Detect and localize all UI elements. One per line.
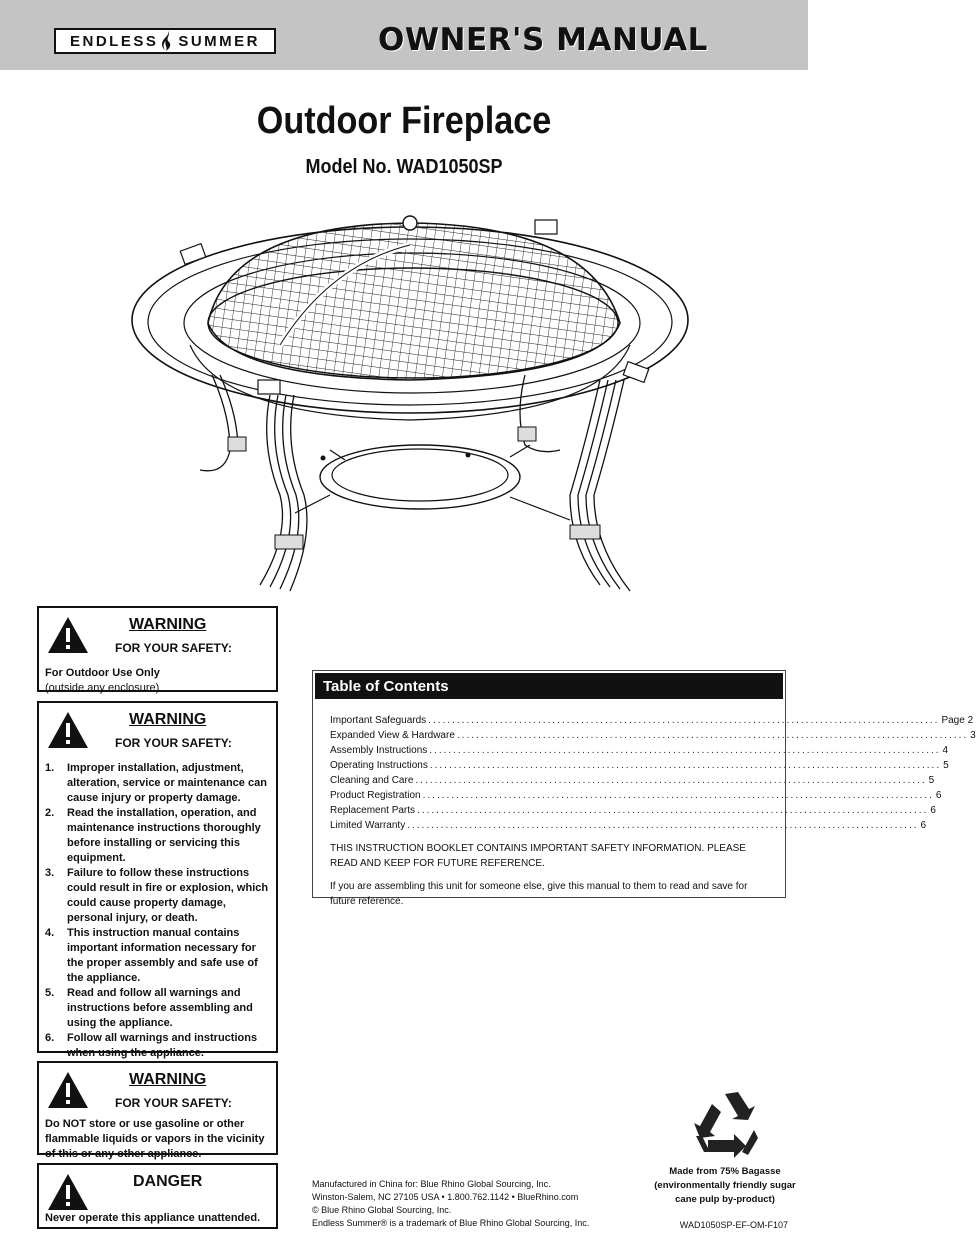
warning-installation xyxy=(37,701,278,1059)
warning-triangle-icon xyxy=(47,1071,89,1109)
fire-pit-illustration xyxy=(130,205,700,595)
brand-name-left: ENDLESS xyxy=(69,32,159,50)
warning-subtitle: FOR YOUR SAFETY: xyxy=(115,1096,232,1110)
warning-item: 5. Read and follow all warnings and instructions before assembling and using the appliance. xyxy=(45,987,253,1029)
danger-text: Never operate this appliance unattended. xyxy=(45,1212,261,1224)
recycle-icon xyxy=(688,1090,762,1162)
product-title: Outdoor Fireplace xyxy=(256,100,552,142)
toc-safety-notice: THIS INSTRUCTION BOOKLET CONTAINS IMPORTANT SAFETY INFORMATION. PLEASE READ AND KEEP FOR FUTURE REFERENCE. xyxy=(330,843,746,869)
table-of-contents xyxy=(312,670,976,907)
toc-entry: Expanded View & Hardware ........................................................................................................... 3 xyxy=(330,730,976,741)
warning-item: 6. Follow all warnings and instructions when using the appliance. xyxy=(45,1032,258,1059)
warning-triangle-icon xyxy=(47,616,89,654)
warning-triangle-icon xyxy=(47,1173,89,1211)
warning-title: WARNING xyxy=(129,1071,207,1088)
warning-detail: (outside any enclosure) xyxy=(45,682,160,694)
warning-subtitle: FOR YOUR SAFETY: xyxy=(115,641,232,655)
toc-entry: Product Registration ........................................................................................................... 6 xyxy=(330,790,942,801)
warning-item: 4. This instruction manual contains important information necessary for the proper assembly and safe use of the appliance. xyxy=(45,927,258,984)
warning-item: 1. Improper installation, adjustment, alteration, service or maintenance can cause injury or property damage. xyxy=(45,762,267,804)
warning-list xyxy=(45,761,270,1076)
toc-note: If you are assembling this unit for someone else, give this manual to them to read and save for future reference. xyxy=(330,881,748,907)
toc-title: Table of Contents xyxy=(315,673,783,699)
brand-name-right: SUMMER xyxy=(178,32,261,50)
header-band xyxy=(0,0,808,70)
toc-entry: Replacement Parts ........................................................................................................... 6 xyxy=(330,805,936,816)
recycled-material-note: Made from 75% Bagasse (environmentally friendly sugar cane pulp by-product) xyxy=(654,1166,796,1205)
warning-item: 3. Failure to follow these instructions could result in fire or explosion, which could cause property damage, personal injury, or death. xyxy=(45,867,269,924)
toc-entry: Cleaning and Care ........................................................................................................... 5 xyxy=(330,775,935,786)
toc-entry: Important Safeguards ........................................................................................................... Page 2 xyxy=(330,715,974,726)
warning-triangle-icon xyxy=(47,711,89,749)
warning-title: WARNING xyxy=(129,616,207,633)
toc-entry: Limited Warranty ........................................................................................................... 6 xyxy=(330,820,927,831)
danger-unattended xyxy=(37,1163,278,1229)
toc-list xyxy=(330,713,976,833)
warning-outdoor-use xyxy=(37,606,278,692)
warning-subtitle: FOR YOUR SAFETY: xyxy=(115,736,232,750)
toc-entry: Operating Instructions ........................................................................................................... 5 xyxy=(330,760,949,771)
danger-title: DANGER xyxy=(133,1173,203,1190)
flame-icon xyxy=(161,30,175,52)
brand-logo xyxy=(54,28,276,54)
warning-item: 2. Read the installation, operation, and maintenance instructions thoroughly before installing or servicing this equipment. xyxy=(45,807,261,864)
warning-title: WARNING xyxy=(129,711,207,728)
manufacturer-info: Manufactured in China for: Blue Rhino Global Sourcing, Inc. Winston-Salem, NC 27105 USA • 1.800.762.1142 • BlueRhino.com © Blue Rhino Global Sourcing, Inc. Endless Summer® is a trademark of Blue Rhino Global Sourcing, Inc. xyxy=(312,1179,590,1228)
toc-entry: Assembly Instructions ........................................................................................................... 4 xyxy=(330,745,949,756)
model-number: Model No. WAD1050SP xyxy=(305,156,503,178)
document-code: WAD1050SP-EF-OM-F107 xyxy=(679,1220,788,1230)
manual-title: OWNER'S MANUAL xyxy=(378,22,708,58)
warning-text: Do NOT store or use gasoline or other flammable liquids or vapors in the vicinity of this or any other appliance. xyxy=(45,1118,265,1160)
warning-flammables xyxy=(37,1061,278,1160)
warning-lead: For Outdoor Use Only xyxy=(45,667,160,679)
